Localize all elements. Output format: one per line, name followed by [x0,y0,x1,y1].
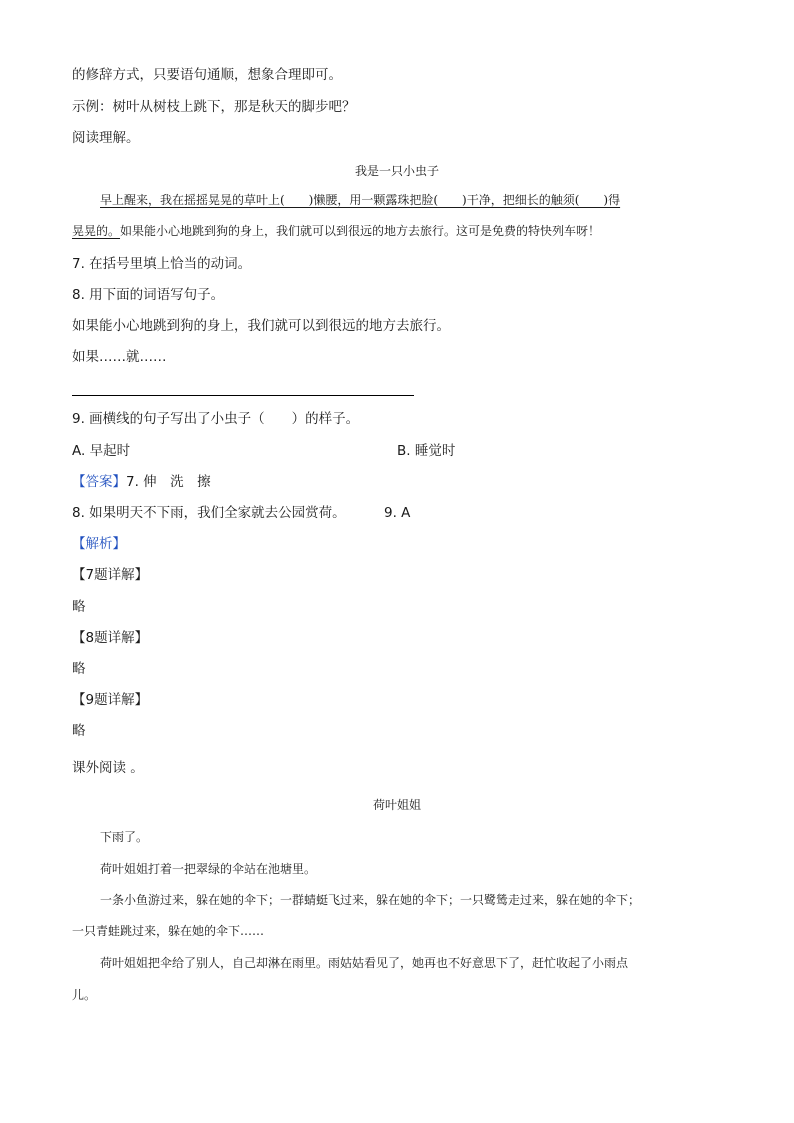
answer-9: 9. A [384,505,411,521]
question-8-pattern: 如果……就…… [72,349,167,365]
underlined-sentence-end: 晃晃的。 [72,224,121,238]
story2-p3-line1: 一条小鱼游过来，躲在她的伞下；一群蜻蜓飞过来，躲在她的伞下；一只鹭鸶走过来，躲在她的伞下； [100,893,641,907]
story1-line2-rest: 如果能小心地跳到狗的身上，我们就可以到很远的地方去旅行。这可是免费的特快列车呀！ [120,224,601,238]
analysis-label: 【解析】 [72,536,126,552]
detail-8-label: 【8题详解】 [72,630,149,646]
story1-line2 [72,222,600,240]
outside-reading-label: 课外阅读 。 [72,760,144,776]
story2-p4-line1: 荷叶姐姐把伞给了别人，自己却淋在雨里。雨姑姑看见了，她再也不好意思下了，赶忙收起了小雨点 [100,956,629,970]
story2-p2: 荷叶姐姐打着一把翠绿的伞站在池塘里。 [100,862,317,876]
reading-label: 阅读理解。 [72,130,140,146]
story2-p1: 下雨了。 [100,830,149,844]
text-line: 的修辞方式，只要语句通顺，想象合理即可。 [72,67,342,83]
option-a: A. 早起时 [72,443,131,459]
question-7: 7. 在括号里填上恰当的动词。 [72,256,252,272]
question-9: 9. 画横线的句子写出了小虫子（ ）的样子。 [72,411,360,427]
answer-line [72,395,414,396]
story2-title: 荷叶姐姐 [372,798,421,812]
story1-title: 我是一只小虫子 [354,164,439,178]
question-8-sentence: 如果能小心地跳到狗的身上，我们就可以到很远的地方去旅行。 [72,318,450,334]
detail-7-label: 【7题详解】 [72,567,149,583]
example-line: 示例：树叶从树枝上跳下，那是秋天的脚步吧？ [72,99,356,115]
story2-p3-line2: 一只青蛙跳过来，躲在她的伞下…… [72,924,265,938]
detail-8: 略 [72,661,86,677]
question-8: 8. 用下面的词语写句子。 [72,287,225,303]
detail-7: 略 [72,599,86,615]
answer-8: 8. 如果明天不下雨，我们全家就去公园赏荷。 [72,505,346,521]
detail-9: 略 [72,723,86,739]
story1-line1: 早上醒来，我在摇摇晃晃的草叶上( )懒腰，用一颗露珠把脸( )干净，把细长的触须( )得 [100,193,621,207]
answer-row [72,473,211,491]
story2-p4-line2: 儿。 [72,988,97,1002]
answer-7: 7. 伸 洗 擦 [126,474,211,490]
detail-9-label: 【9题详解】 [72,692,149,708]
answer-label: 【答案】 [72,474,126,490]
option-b: B. 睡觉时 [397,443,456,459]
